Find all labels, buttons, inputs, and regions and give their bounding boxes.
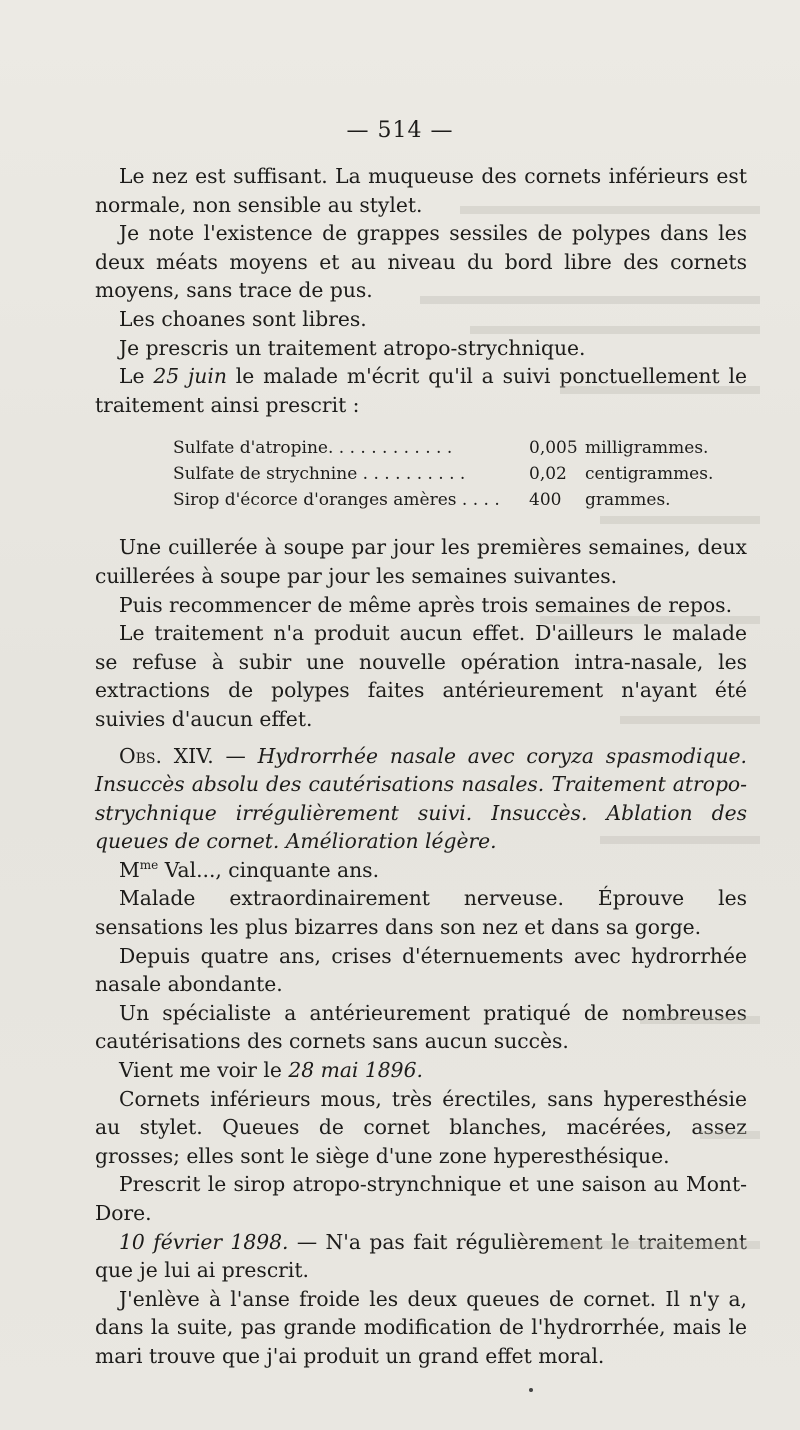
date: 28 mai 1896. [288, 1058, 423, 1083]
paragraph: Le traitement n'a produit aucun effet. D'ailleurs le malade se refuse à subir une nouvelle opération intra-nasale, les extractions de polypes faites antérieurement n'ayant été suivies d'aucun effet. [95, 621, 747, 731]
drug-name: Sirop d'écorce d'oranges amères . . . . [173, 490, 500, 511]
paragraph: Une cuillerée à soupe par jour les premières semaines, deux cuillerées à soupe par jour les semaines suivantes. [95, 535, 747, 588]
drug-unit: centigrammes. [585, 464, 714, 485]
paragraph [95, 1056, 747, 1085]
patient-title-sup: me [139, 858, 159, 873]
page-number: — 514 — [346, 118, 454, 143]
date: 25 juin [153, 364, 227, 389]
prescription-row [173, 461, 747, 487]
paragraph [95, 362, 747, 419]
drug-name: Sulfate de strychnine . . . . . . . . . . [173, 464, 466, 485]
paragraph: Je prescris un traitement atropo-strychnique. [119, 335, 586, 360]
patient-line [95, 856, 747, 885]
paragraph: Prescrit le sirop atropo-strynchnique et une saison au Mont-Dore. [95, 1172, 747, 1225]
paragraph: Puis recommencer de même après trois semaines de repos. [119, 592, 733, 617]
paragraph: Un spécialiste a antérieurement pratiqué de nombreuses cautérisations des cornets sans aucun succès. [95, 1000, 747, 1054]
prescription-row [173, 487, 747, 513]
body-text [95, 162, 747, 1371]
drug-quantity: 0,005 [529, 438, 578, 459]
paragraph: Le nez est suffisant. La muqueuse des cornets inférieurs est normale, non sensible au stylet. [95, 164, 747, 217]
paragraph: Depuis quatre ans, crises d'éternuements avec hydrorrhée nasale abondante. [95, 943, 747, 997]
prescription-row [173, 435, 747, 461]
ink-dot [529, 1388, 533, 1392]
paragraph: Cornets inférieurs mous, très érectiles, sans hyperesthésie au stylet. Queues de cornet blanches, macérées, assez grosses; elles sont le siège d'une zone hyperesthésique. [95, 1086, 747, 1168]
drug-quantity: 0,02 [529, 464, 567, 485]
date: 10 février 1898. [119, 1229, 289, 1254]
observation-heading [95, 742, 747, 856]
patient-info: Val..., cinquante ans. [158, 857, 380, 882]
paragraph: Malade extraordinairement nerveuse. Éprouve les sensations les plus bizarres dans son nez et dans sa gorge. [95, 886, 747, 940]
paragraph-text: le malade m'écrit qu'il a suivi ponctuellement le traitement ainsi prescrit : [95, 364, 747, 417]
paragraph: J'enlève à l'anse froide les deux queues de cornet. Il n'y a, dans la suite, pas grande modification de l'hydrorrhée, mais le mari trouve que j'ai produit un grand effet moral. [95, 1286, 747, 1368]
paragraph [95, 1228, 747, 1285]
patient-title: M [119, 857, 140, 882]
observation-title: Hydrorrhée nasale avec coryza spasmodique. Insuccès absolu des cautérisations nasales. Traitement atropo-strychnique irrégulièrement suivi. Insuccès. Ablation des queues de cornet. Amélioration légère. [95, 743, 747, 854]
prescription-list [173, 435, 747, 513]
drug-name: Sulfate d'atropine. . . . . . . . . . . . [173, 438, 453, 459]
drug-quantity: 400 [529, 490, 562, 511]
paragraph-lead: Le [119, 364, 145, 389]
paragraph: Les choanes sont libres. [119, 306, 367, 331]
paragraph: Je note l'existence de grappes sessiles de polypes dans les deux méats moyens et au niveau du bord libre des cornets moyens, sans trace de pus. [95, 221, 747, 303]
observation-label: Obs. XIV. [119, 743, 214, 768]
drug-unit: milligrammes. [585, 438, 709, 459]
paragraph-text: — N'a pas fait régulièrement le traitement que je lui ai prescrit. [95, 1229, 747, 1283]
paragraph-text: Vient me voir le [119, 1058, 289, 1083]
observation-dash: — [213, 743, 258, 768]
drug-unit: grammes. [585, 490, 671, 511]
